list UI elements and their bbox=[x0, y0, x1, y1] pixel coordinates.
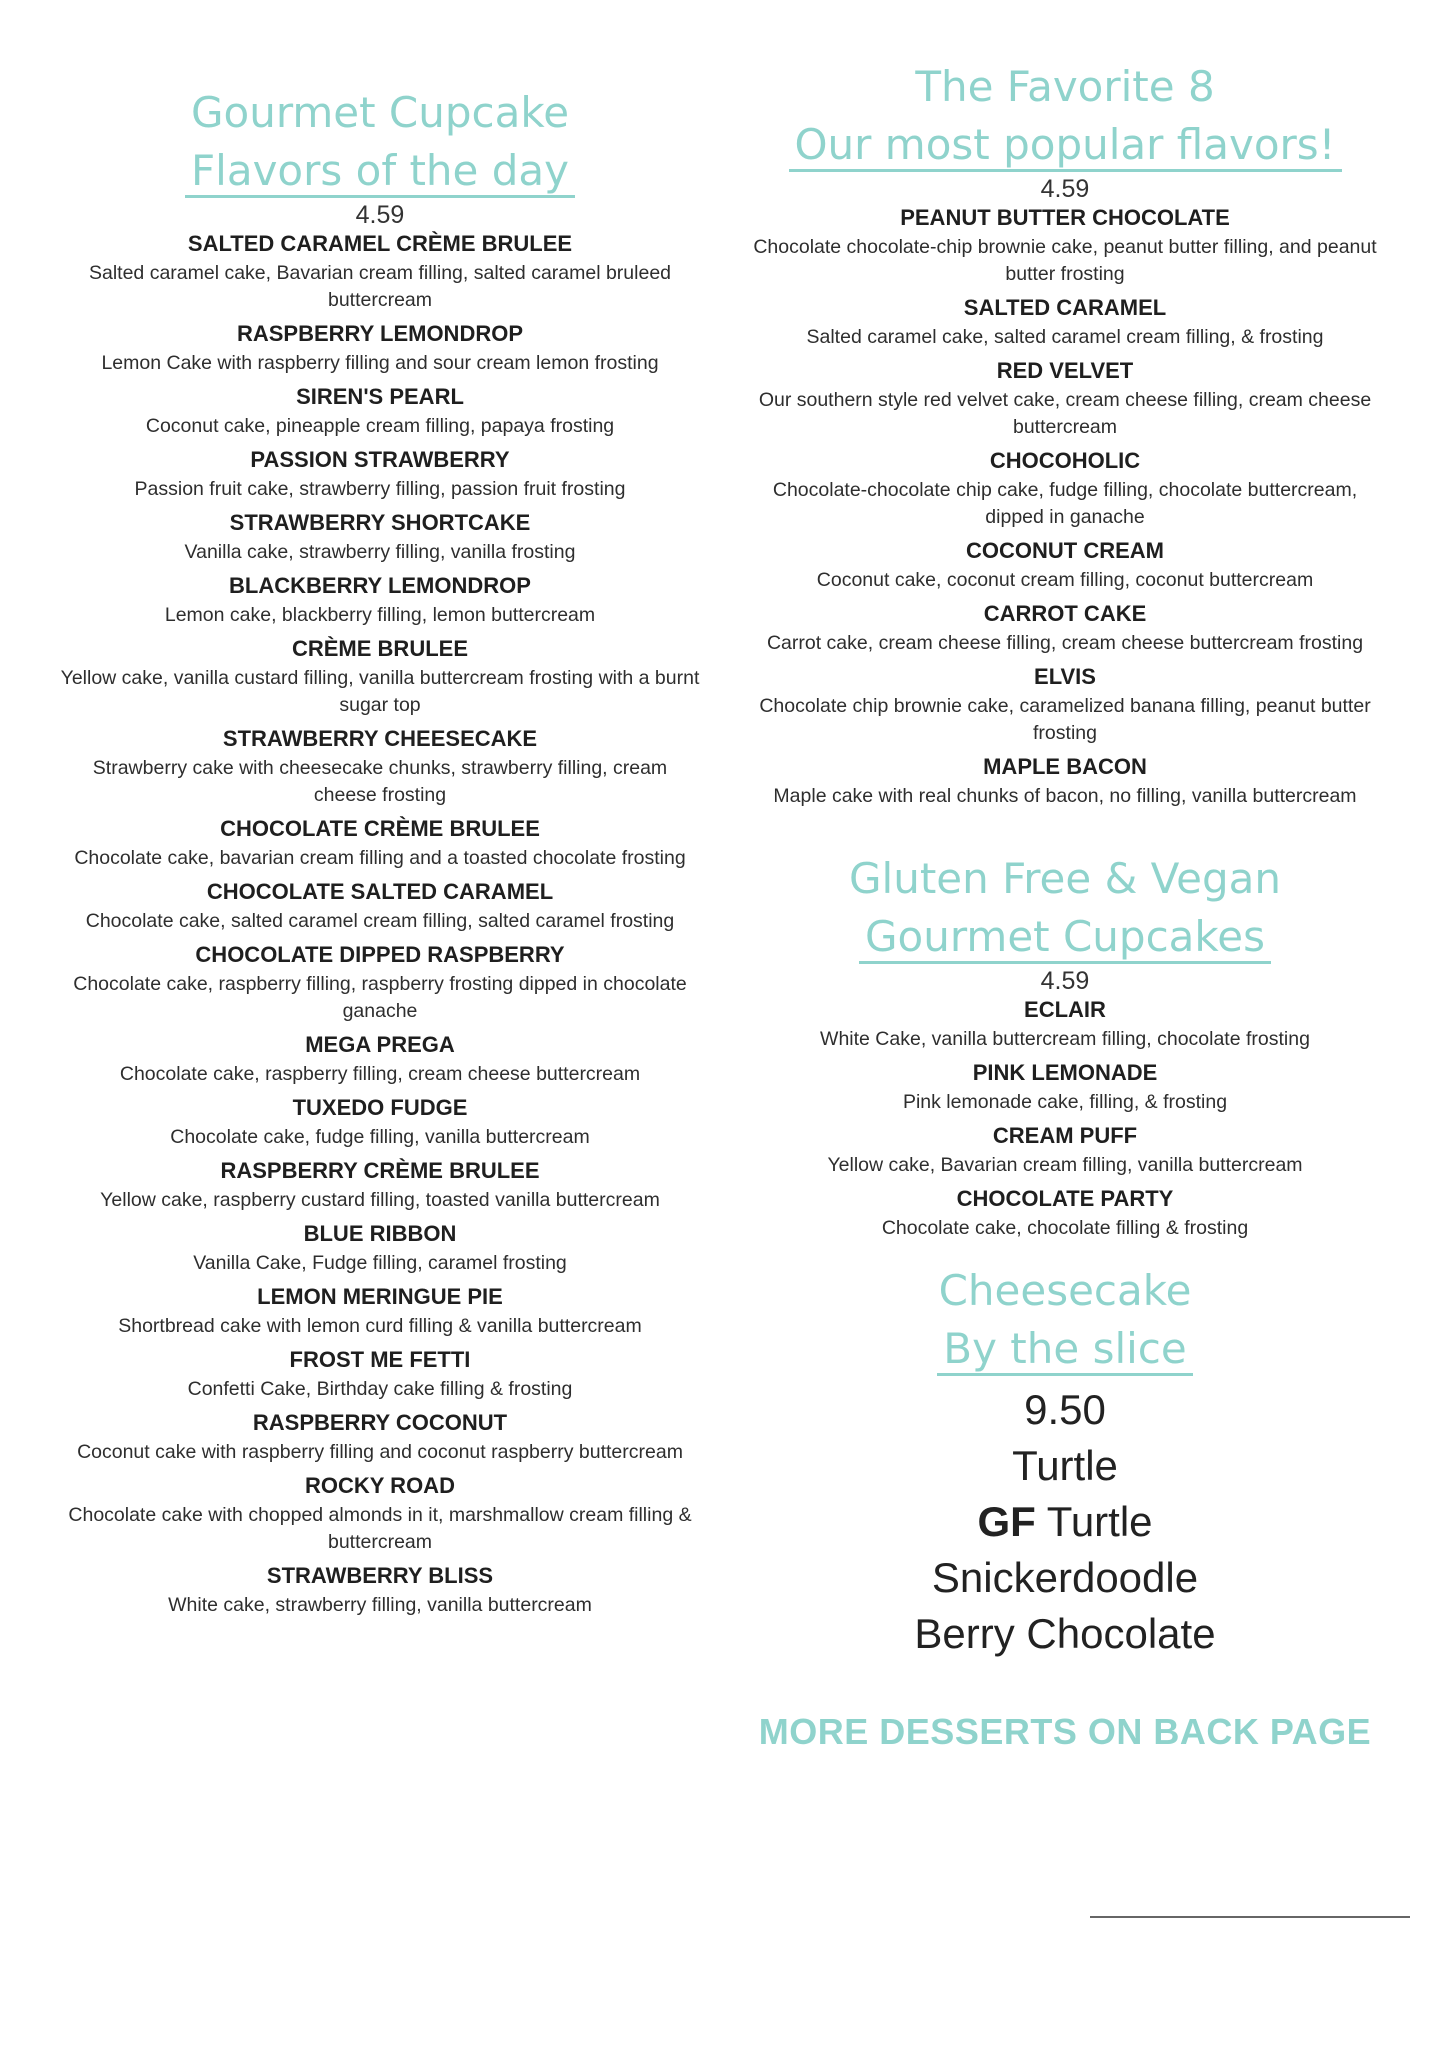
menu-item-name: ECLAIR bbox=[1024, 997, 1106, 1022]
menu-item-description: White cake, strawberry filling, vanilla buttercream bbox=[168, 1594, 592, 1616]
menu-item-list bbox=[720, 996, 1410, 1242]
cheesecake-section bbox=[720, 1262, 1410, 1662]
cheesecake-item: Snickerdoodle bbox=[931, 1554, 1199, 1601]
flavors-of-the-day-section bbox=[30, 84, 730, 1625]
section-heading: Cheesecake bbox=[938, 1266, 1192, 1315]
menu-item-name: SALTED CARAMEL CRÈME BRULEE bbox=[187, 231, 573, 256]
menu-item-description: Lemon Cake with raspberry filling and sour cream lemon frosting bbox=[101, 352, 659, 374]
price: 4.59 bbox=[1040, 175, 1090, 203]
cheesecake-item: Turtle bbox=[1012, 1442, 1118, 1489]
section-subheading: Gourmet Cupcakes bbox=[720, 908, 1410, 966]
menu-item-name: SIREN'S PEARL bbox=[296, 384, 464, 409]
menu-item-description: Our southern style red velvet cake, cream cheese filling, cream cheese buttercream bbox=[758, 389, 1372, 438]
section-heading: Gluten Free & Vegan bbox=[848, 854, 1282, 903]
menu-item-name: BLUE RIBBON bbox=[303, 1221, 457, 1246]
menu-item-name: CHOCOLATE DIPPED RASPBERRY bbox=[195, 942, 565, 967]
section-heading: The Favorite 8 bbox=[915, 62, 1215, 111]
menu-item-name: CARROT CAKE bbox=[983, 601, 1147, 626]
menu-item-name: CRÈME BRULEE bbox=[291, 636, 468, 661]
favorite-8-section bbox=[720, 58, 1410, 816]
menu-item-description: Chocolate chip brownie cake, caramelized banana filling, peanut butter frosting bbox=[759, 695, 1371, 744]
menu-item-name: TUXEDO FUDGE bbox=[292, 1095, 468, 1120]
menu-item-description: Maple cake with real chunks of bacon, no filling, vanilla buttercream bbox=[773, 785, 1357, 807]
section-heading: Gourmet Cupcake bbox=[190, 88, 570, 137]
price: 9.50 bbox=[1024, 1386, 1106, 1433]
menu-item-description: Chocolate cake, salted caramel cream filling, salted caramel frosting bbox=[85, 910, 675, 932]
menu-item-name: LEMON MERINGUE PIE bbox=[257, 1284, 503, 1309]
menu-item-description: Chocolate cake with chopped almonds in it, marshmallow cream filling & buttercream bbox=[68, 1504, 692, 1553]
menu-item-name: ELVIS bbox=[1034, 664, 1096, 689]
menu-item-description: Confetti Cake, Birthday cake filling & frosting bbox=[187, 1378, 573, 1400]
menu-item-description: Pink lemonade cake, filling, & frosting bbox=[902, 1091, 1228, 1113]
menu-item-name: CHOCOLATE SALTED CARAMEL bbox=[206, 879, 554, 904]
menu-item-name: COCONUT CREAM bbox=[966, 538, 1164, 563]
menu-item-name: PEANUT BUTTER CHOCOLATE bbox=[900, 205, 1230, 230]
menu-item-name: MEGA PREGA bbox=[305, 1032, 455, 1057]
menu-item-description: Chocolate cake, raspberry filling, cream cheese buttercream bbox=[119, 1063, 641, 1085]
menu-item-description: Salted caramel cake, Bavarian cream filling, salted caramel bruleed buttercream bbox=[88, 262, 672, 311]
menu-item-description: Yellow cake, Bavarian cream filling, vanilla buttercream bbox=[827, 1154, 1303, 1176]
menu-item-name: STRAWBERRY SHORTCAKE bbox=[229, 510, 531, 535]
menu-item-description: Chocolate cake, bavarian cream filling and a toasted chocolate frosting bbox=[74, 847, 686, 869]
menu-item-name: MAPLE BACON bbox=[983, 754, 1147, 779]
menu-item-name: PASSION STRAWBERRY bbox=[250, 447, 510, 472]
menu-item-name: PINK LEMONADE bbox=[972, 1060, 1158, 1085]
menu-item-name: CHOCOLATE PARTY bbox=[956, 1186, 1174, 1211]
section-subheading: By the slice bbox=[720, 1320, 1410, 1378]
gluten-free-vegan-section bbox=[720, 850, 1410, 1248]
menu-item-name: SALTED CARAMEL bbox=[963, 295, 1167, 320]
menu-item-description: Yellow cake, raspberry custard filling, toasted vanilla buttercream bbox=[100, 1189, 660, 1211]
menu-item-name: CREAM PUFF bbox=[992, 1123, 1138, 1148]
cheesecake-item: GF Turtle bbox=[977, 1498, 1153, 1545]
menu-item-description: Chocolate cake, raspberry filling, raspberry frosting dipped in chocolate ganache bbox=[73, 973, 687, 1022]
menu-item-name: RED VELVET bbox=[996, 358, 1134, 383]
menu-item-list bbox=[30, 230, 730, 1619]
more-desserts-note: MORE DESSERTS ON BACK PAGE bbox=[758, 1711, 1372, 1752]
menu-item-name: RASPBERRY LEMONDROP bbox=[236, 321, 524, 346]
menu-item-description: Lemon cake, blackberry filling, lemon buttercream bbox=[164, 604, 596, 626]
menu-item-description: Carrot cake, cream cheese filling, cream cheese buttercream frosting bbox=[766, 632, 1364, 654]
menu-item-name: STRAWBERRY BLISS bbox=[266, 1563, 494, 1588]
menu-item-description: Shortbread cake with lemon curd filling & vanilla buttercream bbox=[118, 1315, 642, 1337]
cheesecake-item: Berry Chocolate bbox=[914, 1610, 1216, 1657]
menu-item-description: Passion fruit cake, strawberry filling, passion fruit frosting bbox=[134, 478, 626, 500]
menu-item-description: Chocolate cake, fudge filling, vanilla buttercream bbox=[170, 1126, 590, 1148]
menu-item-description: Chocolate-chocolate chip cake, fudge filling, chocolate buttercream, dipped in ganache bbox=[772, 479, 1358, 528]
menu-item-name: BLACKBERRY LEMONDROP bbox=[229, 573, 531, 598]
menu-item-description: Chocolate chocolate-chip brownie cake, peanut butter filling, and peanut butter frosting bbox=[753, 236, 1377, 285]
menu-item-name: STRAWBERRY CHEESECAKE bbox=[222, 726, 538, 751]
menu-item-description: Vanilla Cake, Fudge filling, caramel frosting bbox=[193, 1252, 567, 1274]
menu-item-description: Yellow cake, vanilla custard filling, vanilla buttercream frosting with a burnt sugar top bbox=[60, 667, 700, 716]
menu-item-name: FROST ME FETTI bbox=[289, 1347, 471, 1372]
gf-label: GF bbox=[977, 1498, 1036, 1545]
menu-item-name: RASPBERRY COCONUT bbox=[252, 1410, 508, 1435]
menu-item-description: Coconut cake, pineapple cream filling, papaya frosting bbox=[145, 415, 615, 437]
menu-item-description: Chocolate cake, chocolate filling & frosting bbox=[881, 1217, 1249, 1239]
menu-item-description: Coconut cake, coconut cream filling, coconut buttercream bbox=[816, 569, 1314, 591]
section-subheading: Our most popular flavors! bbox=[720, 116, 1410, 174]
menu-item-description: White Cake, vanilla buttercream filling, chocolate frosting bbox=[820, 1028, 1310, 1050]
menu-item-description: Strawberry cake with cheesecake chunks, strawberry filling, cream cheese frosting bbox=[92, 757, 668, 806]
menu-item-name: RASPBERRY CRÈME BRULEE bbox=[220, 1158, 540, 1183]
section-subheading: Flavors of the day bbox=[30, 142, 730, 200]
price: 4.59 bbox=[1040, 967, 1090, 995]
menu-item-name: CHOCOLATE CRÈME BRULEE bbox=[220, 816, 540, 841]
menu-item-name: CHOCOHOLIC bbox=[989, 448, 1141, 473]
menu-item-description: Salted caramel cake, salted caramel cream filling, & frosting bbox=[806, 326, 1324, 348]
divider bbox=[1090, 1916, 1410, 1918]
menu-item-description: Vanilla cake, strawberry filling, vanilla frosting bbox=[184, 541, 576, 563]
price: 4.59 bbox=[355, 201, 405, 229]
menu-item-description: Coconut cake with raspberry filling and coconut raspberry buttercream bbox=[77, 1441, 683, 1463]
menu-item-list bbox=[720, 204, 1410, 810]
menu-item-name: ROCKY ROAD bbox=[305, 1473, 455, 1498]
